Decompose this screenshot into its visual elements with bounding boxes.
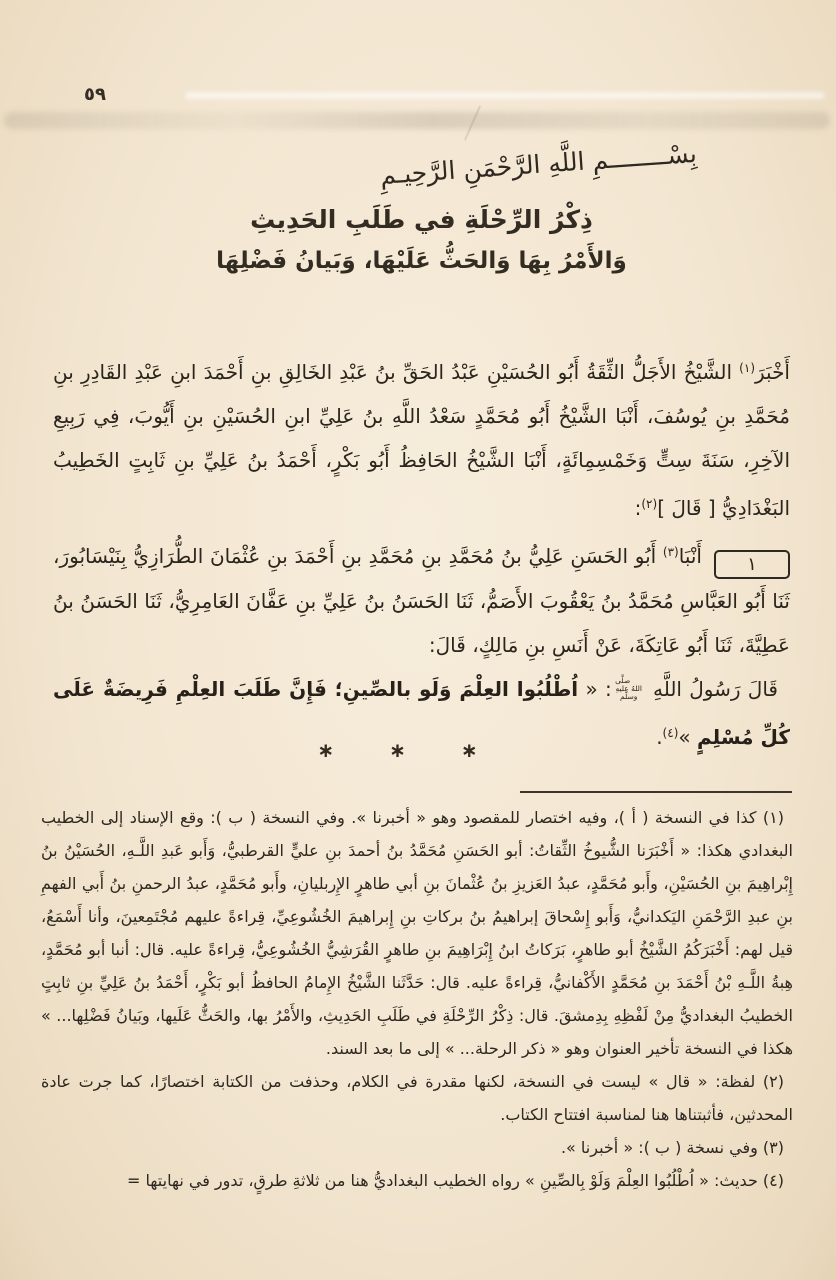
page-number: ٥٩ [84,84,106,105]
footnotes-block [41,801,793,1197]
matn-open-quote: : « [578,677,612,701]
footnote-marker-3: (٣) [662,545,679,559]
footnote-1: (١) كذا في النسخة ( أ )، وفيه اختصار للمقصود وهو « أخبرنا ». وفي النسخة ( ب ): وقع الإسناد إلى الخطيب البغدادي هكذا: « أَخْبَرَنا الشُّيوخُ الثِّقاتُ: أبو الحَسَنِ مُحَمَّدُ بنُ أحمدَ بنِ عليٍّ القرطبيُّ، وَأَبو عَبدِ اللَّـهِ، الحُسَيْنُ بنُ إِبْراهِيمَ بنِ الحُسَيْنِ، وأَبو مُحَمَّدٍ، عبدُ العَزيزِ بنُ عُثْمانَ بنِ أبي طاهرٍ الإِربليانِ، وأَبو مُحَمَّدٍ، عبدُ الرحمنِ بنُ أَبي الفهمِ بنِ عبدِ الرَّحْمَنِ اليَكدانيُّ، وَأَبو إِسْحاقَ إبراهيمُ بنُ بركاتِ بنِ إِبراهيمَ الخُشُوعِيِّ، قِراءةً عليهم مُجْتَمِعينَ، وأنا أَسْمَعُ، قيل لهم: أَخْبَرَكُمُ الشَّيْخُ أبو طاهرٍ، بَرَكاتُ ابنُ إِبْرَاهِيمَ بنِ طاهرٍ القُرَشِيُّ الخُشُوعِيُّ، قِراءةً عليه. قال: أنبا أبو مُحَمَّدٍ، هِبةُ اللَّـهِ بْنُ أَحْمَدَ بنِ مُحَمَّدٍ الأَكْفانيُّ، قِراءةً عليه. قال: حَدَّثَنا الشَّيْخُ الإِمامُ الحافظُ أبو بَكْرٍ، أَحْمَدُ بنُ عَلِيِّ بنِ ثابِتٍ الخطيبُ البغداديُّ مِنْ لَفْظِهِ بِدِمشقَ. قال: ذِكْرُ الرِّحْلَةِ في طَلَبِ الحَدِيثِ، والأَمْرُ بها، والحَثُّ عَلَيها، وبَيانُ فَضْلِها... » هكذا في النسخة تأخير العنوان وهو « ذكر الرحلة... » إلى ما بعد السند. [41,808,793,1058]
prophet-eulogy-mark: صلَّى اللهُ عليهِ وسلَّم [615,675,642,701]
footnote-marker-1: (١) [739,361,755,375]
footnote-3: (٣) وفي نسخة ( ب ): « أخبرنا ». [560,1138,784,1157]
hadith-number-box [714,550,790,579]
matn-text: اُطْلُبُوا العِلْمَ وَلَو بالصِّينِ؛ فَإِنَّ طَلَبَ العِلْمِ فَرِيضَةٌ عَلَى كُلِّ مُسْلِمٍ [53,677,790,749]
chapter-title [53,205,790,274]
matn-intro: قَالَ رَسُولُ اللَّهِ [645,677,778,701]
hadith-isnad-rest: أَبُو الحَسَنِ عَلِيُّ بنُ مُحَمَّدِ بنِ مُحَمَّدِ بنِ أَحْمَدَ بنِ عُثْمَانَ الطُّرَازِيُّ بِنَيْسَابُورَ، ثَنَا أَبُو العَبَّاسِ مُحَمَّدُ بنُ يَعْقُوبَ الأَصَمُّ، ثَنَا الحَسَنُ بنُ عَلِيِّ بنِ عَفَّانَ العَامِرِيُّ، ثَنَا الحَسَنُ بنُ عَطِيَّةَ، ثَنَا أَبُو عَاتِكَةَ، عَنْ أَنَسِ بنِ مَالِكٍ، قَالَ: [53,544,790,657]
ink-bleed-ghost-band [4,112,830,129]
opening-isnad-end: : [634,496,642,520]
footnote-marker-4: (٤) [662,726,679,740]
footnote-4: (٤) حديث: « اُطْلُبُوا العِلْمَ وَلَوْ بِالصِّينِ » رواه الخطيب البغداديُّ هنا من ثلاثةِ طرقٍ، تدور في نهايتها = [127,1171,784,1190]
chapter-title-line2: وَالأَمْرُ بِهَا وَالحَثُّ عَلَيْهَا، وَبَيانُ فَضْلِهَا [216,248,627,274]
main-text-block [53,346,790,759]
matn-close-quote: » [678,725,697,749]
hadith-number: ١ [747,554,757,575]
section-separator-stars: ∗ ∗ ∗ [317,738,502,762]
footnote-divider-rule [520,791,792,793]
opening-isnad-paragraph [53,346,790,530]
chapter-title-line1: ذِكْرُ الرِّحْلَةِ في طَلَبِ الحَدِيثِ [250,205,593,234]
footnote-marker-2: (٢) [641,497,658,511]
scan-light-streak [185,92,825,99]
opening-isnad-middle: الشَّيْخُ الأَجَلُّ الثِّقَةُ أَبُو الحُسَيْنِ عَبْدُ الحَقِّ بنُ عَبْدِ الخَالِقِ بنِ أَحْمَدَ ابنِ عَبْدِ القَادِرِ بنِ مُحَمَّدِ بنِ يُوسُفَ، أَنْبَا الشَّيْخُ أَبُو مُحَمَّدٍ سَعْدُ اللَّهِ بنُ عَلِيِّ ابنِ الحُسَيْنِ بنِ أَيُّوبَ، فِي رَبِيعِ الآخِرِ، سَنَةَ سِتٍّ وَخَمْسِمِائَةٍ، أَنْبَا الشَّيْخُ الحَافِظُ أَبُو بَكْرٍ، أَحْمَدُ بنُ عَلِيِّ بنِ ثَابِتٍ الخَطِيبُ البَغْدَادِيُّ [ قَالَ ] [53,360,790,520]
hadith-isnad-start: أَنْبَا [678,544,702,568]
footnote-2: (٢) لفظة: « قال » ليست في النسخة، لكنها مقدرة في الكلام، وحذفت من الكتابة اختصارًا، كما جرت عادة المحدثين، فأثبتناها هنا لمناسبة افتتاح الكتاب. [41,1072,793,1124]
opening-isnad-start: أَخْبَرَ [755,360,790,384]
matn-period: . [656,725,663,749]
basmala-calligraphy: بِسْــــــــمِ اللَّهِ الرَّحْمَنِ الرَّحِيـمِ [379,138,698,190]
hadith-isnad-paragraph [53,530,790,667]
